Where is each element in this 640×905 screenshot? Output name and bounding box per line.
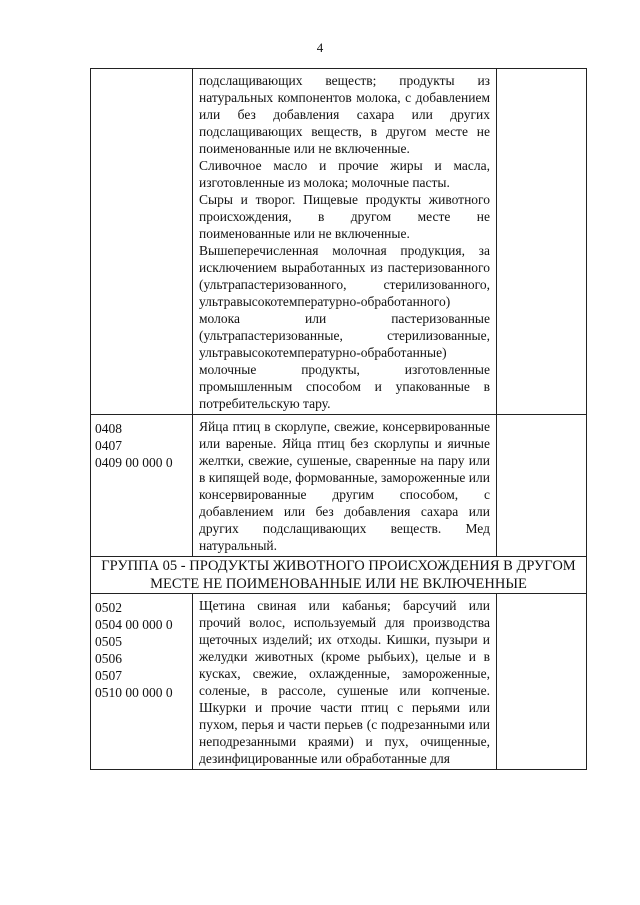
empty-cell <box>497 415 587 557</box>
description-paragraph: Сливочное масло и прочие жиры и масла, изготовленные из молока; молочные пасты. <box>199 158 490 190</box>
code-cell <box>91 594 193 770</box>
code-cell <box>91 415 193 557</box>
code: 0507 <box>95 668 122 683</box>
description-paragraph: Сыры и творог. Пищевые продукты животного происхождения, в другом месте не поименованные или не включенные. <box>199 192 490 241</box>
group-header: ГРУППА 05 - ПРОДУКТЫ ЖИВОТНОГО ПРОИСХОЖДЕНИЯ В ДРУГОМ МЕСТЕ НЕ ПОИМЕНОВАННЫЕ ИЛИ НЕ ВКЛЮЧЕННЫЕ <box>91 557 587 594</box>
table-row <box>91 415 587 557</box>
code: 0408 <box>95 421 122 436</box>
table-row <box>91 594 587 770</box>
description-paragraph: подслащивающих веществ; продукты из натуральных компонентов молока, с добавлением или без добавления сахара или других подслащивающих веществ, в другом месте не поименованные или не включенные. <box>199 73 490 156</box>
code: 0505 <box>95 634 122 649</box>
empty-cell <box>497 594 587 770</box>
group-header-row <box>91 557 587 594</box>
code: 0506 <box>95 651 122 666</box>
code: 0504 00 000 0 <box>95 617 173 632</box>
description-paragraph: Яйца птиц в скорлупе, свежие, консервированные или вареные. Яйца птиц без скорлупы и яичные желтки, свежие, сушеные, сваренные на пару или в кипящей воде, формованные, замороженные или консервированные другим способом, с добавлением или без добавления сахара или других подслащивающих веществ. Мед натуральный. <box>199 419 490 553</box>
code: 0407 <box>95 438 122 453</box>
code: 0510 00 000 0 <box>95 685 173 700</box>
code: 0409 00 000 0 <box>95 455 173 470</box>
code: 0502 <box>95 600 122 615</box>
description-cell <box>193 594 497 770</box>
description-cell <box>193 69 497 415</box>
table-row <box>91 69 587 415</box>
description-paragraph: Щетина свиная или кабанья; барсучий или прочий волос, используемый для производства щеточных изделий; их отходы. Кишки, пузыри и желудки животных (кроме рыбьих), целые и в кусках, свежие, охлажденные, замороженные, соленые, в рассоле, сушеные или копченые. Шкурки и прочие части птиц с перьями или пухом, перья и части перьев (с подрезанными или неподрезанными краями) и пух, очищенные, дезинфицированные или обработанные для <box>199 598 490 766</box>
description-cell <box>193 415 497 557</box>
description-paragraph: Вышеперечисленная молочная продукция, за исключением выработанных из пастеризованного (ультрапастеризованного, стерилизованного, ультравысокотемпературно-обработанного) молока или пастеризованные (ультрапастеризованные, стерилизованные, ультравысокотемпературно-обработанные) молочные продукты, изготовленные промышленным способом и упакованные в потребительскую тару. <box>199 243 490 411</box>
empty-cell <box>497 69 587 415</box>
product-table <box>90 68 587 770</box>
page-number: 4 <box>316 40 324 55</box>
code-cell <box>91 69 193 415</box>
